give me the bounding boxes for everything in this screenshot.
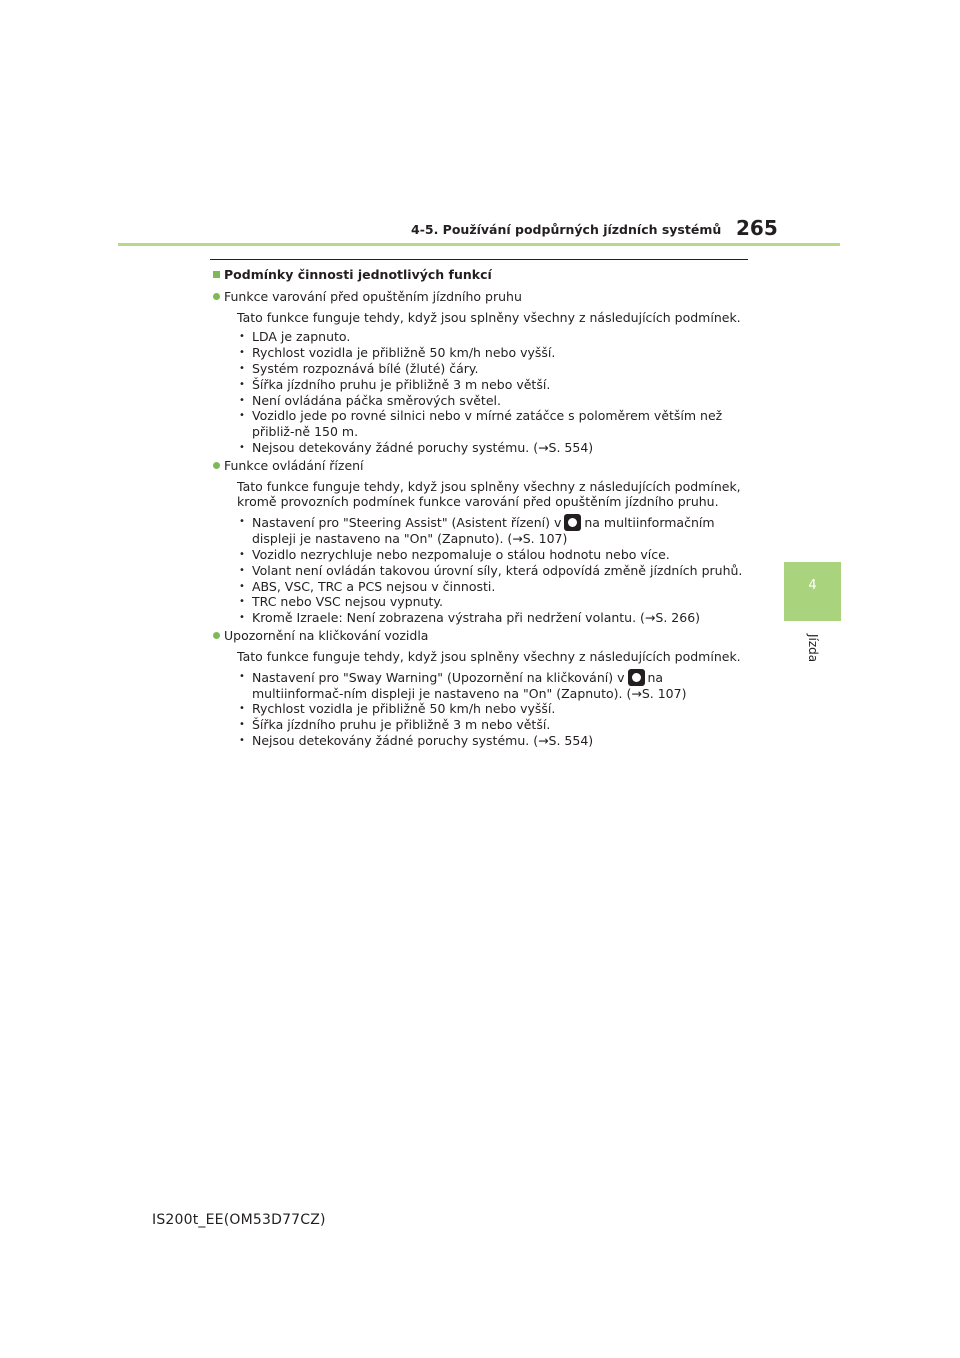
condition-bullet: • Nejsou detekovány žádné poruchy systému. (→S. 554) (237, 440, 749, 456)
condition-bullet: • TRC nebo VSC nejsou vypnuty. (237, 594, 749, 610)
condition-bullet: • Nejsou detekovány žádné poruchy systému. (→S. 554) (237, 733, 749, 749)
chapter-tab-number: 4 (808, 578, 817, 593)
condition-bullet: • Rychlost vozidla je přibližně 50 km/h nebo vyšší. (237, 345, 749, 361)
item-title: Upozornění na kličkování vozidla (213, 628, 749, 644)
condition-bullet: • Kromě Izraele: Není zobrazena výstraha při nedržení volantu. (→S. 266) (237, 610, 749, 626)
condition-item (213, 458, 749, 626)
condition-list (237, 329, 749, 455)
item-description: Tato funkce funguje tehdy, když jsou splněny všechny z následujících podmínek. (237, 309, 741, 325)
green-circle-bullet-icon (213, 462, 220, 469)
settings-gear-icon (564, 514, 581, 531)
condition-bullet: • LDA je zapnuto. (237, 329, 749, 345)
condition-bullet: • Rychlost vozidla je přibližně 50 km/h nebo vyšší. (237, 701, 749, 717)
condition-bullet: • Vozidlo nezrychluje nebo nezpomaluje o stálou hodnotu nebo více. (237, 547, 749, 563)
item-description: Tato funkce funguje tehdy, když jsou splněny všechny z následujících podmínek, kromě provozních podmínek funkce varování před opuštěním jízdního pruhu. (237, 478, 741, 510)
condition-list (237, 669, 749, 749)
green-circle-bullet-icon (213, 632, 220, 639)
chapter-tab-label: Jízda (806, 633, 820, 663)
condition-item (213, 628, 749, 749)
condition-list (237, 514, 749, 626)
condition-bullet: • Není ovládána páčka směrových světel. (237, 393, 749, 409)
content-top-rule (210, 259, 748, 260)
green-square-icon (213, 271, 220, 278)
condition-bullet: • Systém rozpoznává bílé (žluté) čáry. (237, 361, 749, 377)
green-circle-bullet-icon (213, 293, 220, 300)
condition-bullet: • Vozidlo jede po rovné silnici nebo v mírné zatáčce s poloměrem větším než přibliž-ně 150 m. (237, 408, 749, 440)
section-heading: Podmínky činnosti jednotlivých funkcí (213, 267, 749, 283)
item-description: Tato funkce funguje tehdy, když jsou splněny všechny z následujících podmínek. (237, 648, 741, 664)
condition-bullet: • Šířka jízdního pruhu je přibližně 3 m nebo větší. (237, 717, 749, 733)
condition-item (213, 289, 749, 456)
settings-gear-icon (628, 669, 645, 686)
header-section-title: 4-5. Používání podpůrných jízdních systémů (411, 222, 722, 237)
condition-bullet: • Nastavení pro "Sway Warning" (Upozornění na kličkování) v na multiinformač-ním displeji je nastaveno na "On" (Zapnuto). (→S. 107) (237, 669, 749, 702)
condition-bullet: • ABS, VSC, TRC a PCS nejsou v činnosti. (237, 579, 749, 595)
condition-bullet: • Nastavení pro "Steering Assist" (Asistent řízení) v na multiinformačním displeji je nastaveno na "On" (Zapnuto). (→S. 107) (237, 514, 749, 547)
content-body (213, 267, 749, 751)
condition-bullet: • Volant není ovládán takovou úrovní síly, která odpovídá změně jízdních pruhů. (237, 563, 749, 579)
condition-bullet: • Šířka jízdního pruhu je přibližně 3 m nebo větší. (237, 377, 749, 393)
header-divider (118, 243, 840, 246)
page-number: 265 (736, 216, 778, 240)
item-title: Funkce ovládání řízení (213, 458, 749, 474)
item-title: Funkce varování před opuštěním jízdního pruhu (213, 289, 749, 305)
footer-model-code: IS200t_EE(OM53D77CZ) (152, 1212, 326, 1228)
